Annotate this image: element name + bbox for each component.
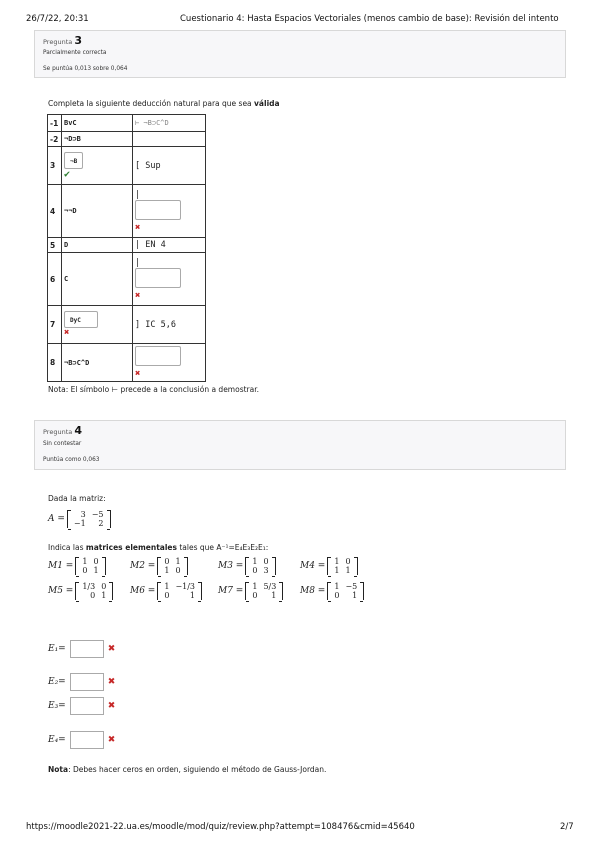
correct-check-icon: ✔ — [64, 168, 71, 180]
print-url: https://moodle2021-22.ua.es/moodle/mod/quiz/review.php?attempt=108476&cmid=45640 — [26, 822, 415, 832]
E4-input[interactable] — [70, 731, 104, 749]
table-row: 8 ¬B⊃C^D ✖ — [48, 344, 206, 382]
E1-input[interactable] — [70, 640, 104, 658]
answer-E4: E₄= ✖ — [48, 731, 115, 749]
question-4-ask: Indica las matrices elementales tales que A⁻¹=E₄E₃E₂E₁: — [48, 543, 269, 552]
table-row: -1 BvC ⊢ ¬B⊃C^D — [48, 115, 206, 132]
question-4-label: Pregunta 4 — [43, 424, 82, 437]
table-row: 7 DyC ✖ ] IC 5,6 — [48, 306, 206, 344]
table-row: 4 ¬¬D | ✖ — [48, 185, 206, 238]
question-3-prompt: Completa la siguiente deducción natural para que sea válida — [48, 99, 280, 108]
question-3-label: Pregunta 3 — [43, 34, 82, 47]
table-row: -2 ¬D⊃B — [48, 132, 206, 147]
E2-input[interactable] — [70, 673, 104, 691]
print-page: 2/7 — [560, 822, 574, 832]
question-4-info — [34, 420, 566, 470]
question-3-info — [34, 30, 566, 78]
matrix-M5: M5 = 1/3 0 0 1 — [48, 582, 113, 600]
matrix-M6: M6 = 1 −1/3 0 1 — [130, 582, 202, 600]
answer-E2: E₂= ✖ — [48, 673, 115, 691]
matrix-M2: M2 = 0 1 1 0 — [130, 557, 188, 575]
question-3-number: 3 — [74, 34, 82, 47]
question-4-score: Puntúa como 0,063 — [43, 457, 100, 463]
rule-input-8[interactable] — [135, 346, 181, 366]
matrix-M8: M8 = 1 −5 0 1 — [300, 582, 364, 600]
question-4-number: 4 — [74, 424, 82, 437]
formula-input-3[interactable]: ¬B — [64, 152, 83, 169]
question-4-note: Nota: Debes hacer ceros en orden, siguiendo el método de Gauss-Jordan. — [48, 765, 327, 774]
table-row: 5 D | EN 4 — [48, 238, 206, 253]
wrong-x-icon: ✖ — [107, 701, 116, 711]
wrong-x-icon: ✖ — [64, 328, 70, 338]
wrong-x-icon: ✖ — [107, 677, 116, 687]
matrix-M4: M4 = 1 0 1 1 — [300, 557, 358, 575]
matrix-M3: M3 = 1 0 0 3 — [218, 557, 276, 575]
rule-input-6[interactable] — [135, 268, 181, 288]
matrix-M1: M1 = 1 0 0 1 — [48, 557, 106, 575]
question-4-given: Dada la matriz: — [48, 494, 106, 503]
question-3-score: Se puntúa 0,013 sobre 0,064 — [43, 66, 128, 72]
wrong-x-icon: ✖ — [135, 369, 141, 379]
print-title: Cuestionario 4: Hasta Espacios Vectoriales (menos cambio de base): Revisión del intento — [180, 14, 559, 24]
question-3-status: Parcialmente correcta — [43, 50, 107, 56]
deduction-table — [47, 114, 206, 382]
print-datetime: 26/7/22, 20:31 — [26, 14, 89, 24]
wrong-x-icon: ✖ — [107, 644, 116, 654]
table-row: 6 C | ✖ — [48, 253, 206, 306]
question-3-note: Nota: El símbolo ⊢ precede a la conclusión a demostrar. — [48, 385, 260, 394]
formula-input-7[interactable]: DyC — [64, 311, 98, 328]
wrong-x-icon: ✖ — [135, 290, 141, 301]
table-row: 3 ¬B ✔ [ Sup — [48, 147, 206, 185]
wrong-x-icon: ✖ — [135, 222, 141, 233]
answer-E1: E₁= ✖ — [48, 640, 115, 658]
rule-input-4[interactable] — [135, 200, 181, 220]
question-4-status: Sin contestar — [43, 441, 82, 447]
answer-E3: E₃= ✖ — [48, 697, 115, 715]
wrong-x-icon: ✖ — [107, 735, 116, 745]
matrix-A: A = 3 −5 −1 2 — [48, 510, 111, 528]
E3-input[interactable] — [70, 697, 104, 715]
matrix-M7: M7 = 1 5/3 0 1 — [218, 582, 283, 600]
